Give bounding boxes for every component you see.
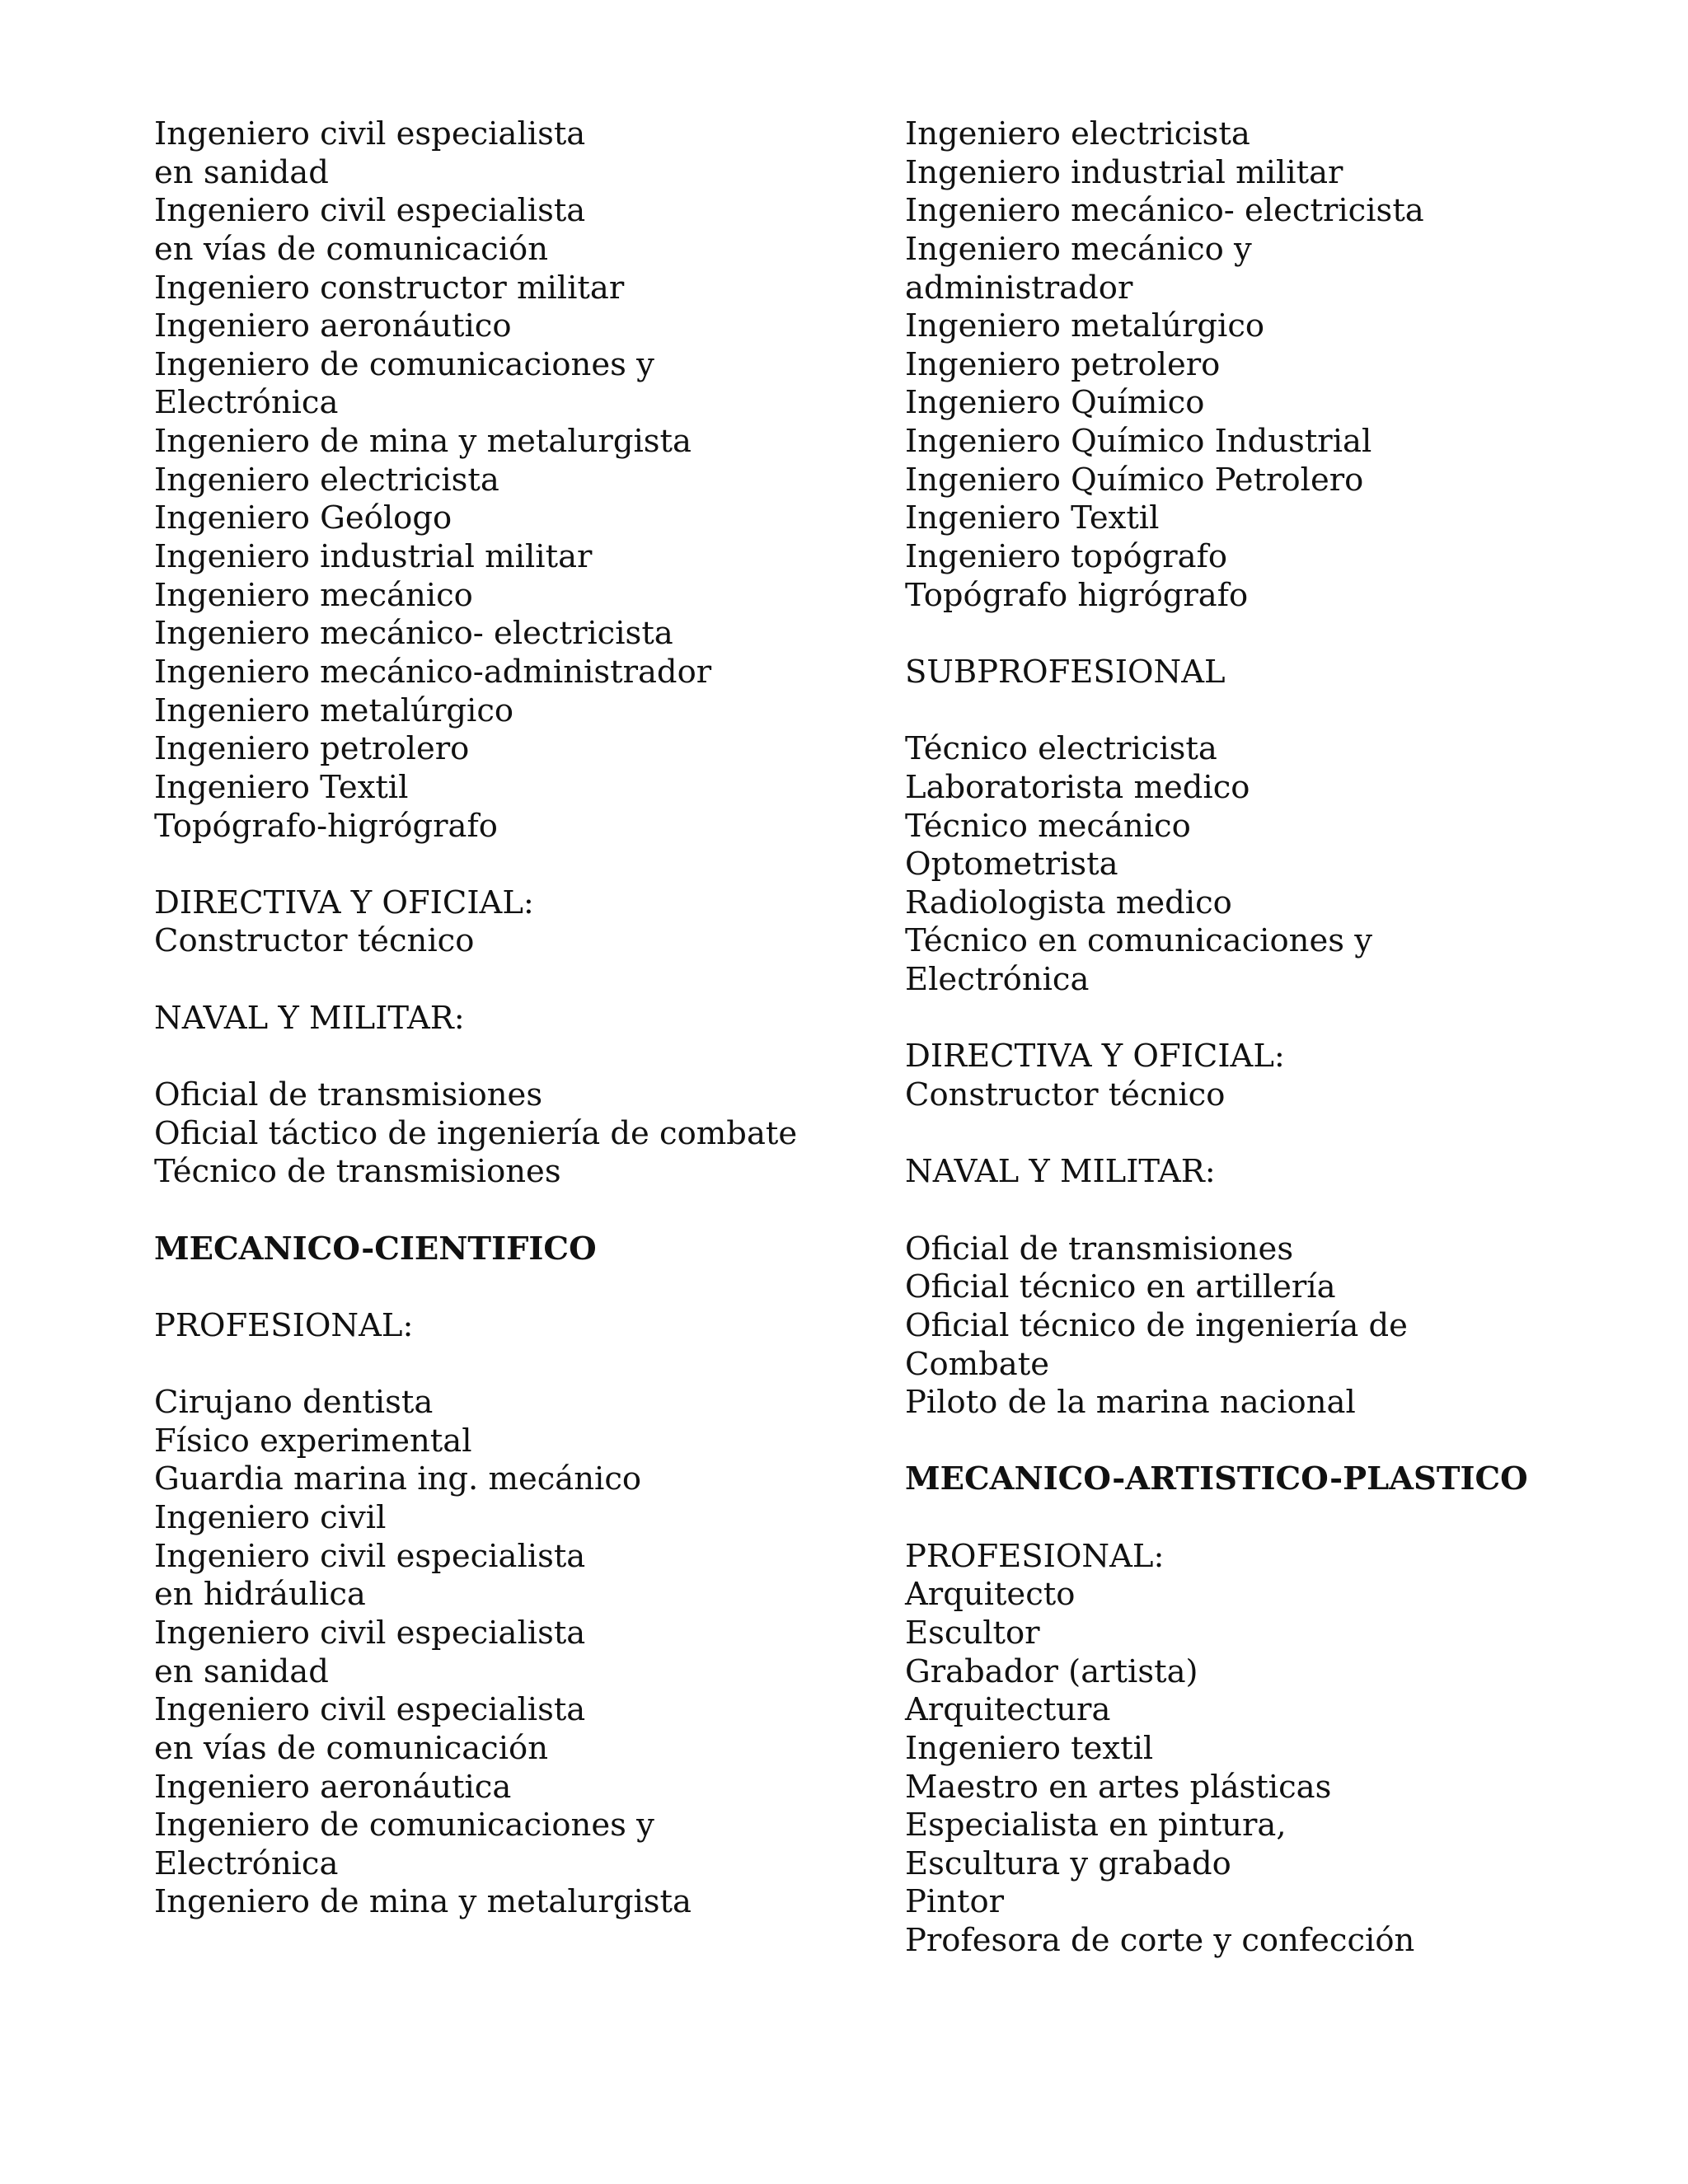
blank-line — [905, 1192, 1647, 1230]
list-item: Oficial técnico de ingeniería de — [905, 1306, 1408, 1344]
list-item: Guardia marina ing. mecánico — [154, 1460, 642, 1498]
list-item: Topógrafo-higrógrafo — [154, 807, 498, 845]
list-item: Ingeniero industrial militar — [905, 153, 1343, 191]
list-item: PROFESIONAL: — [154, 1306, 414, 1344]
list-item: Ingeniero Químico Industrial — [905, 423, 1372, 461]
list-item: Radiologista medico — [905, 883, 1232, 921]
list-item: Ingeniero mecánico- electricista — [905, 192, 1424, 230]
list-item: Escultor — [905, 1614, 1040, 1652]
list-item: Cirujano dentista — [154, 1384, 434, 1422]
blank-line — [154, 1038, 863, 1076]
list-item: Ingeniero de mina y metalurgista — [154, 423, 692, 461]
list-item: Ingeniero textil — [905, 1729, 1154, 1767]
blank-line — [905, 615, 1647, 654]
blank-line — [154, 846, 863, 884]
left-column — [154, 115, 863, 1922]
list-item: Ingeniero electricista — [154, 461, 499, 499]
list-item: PROFESIONAL: — [905, 1537, 1165, 1575]
list-item: Físico experimental — [154, 1422, 472, 1460]
list-item: NAVAL Y MILITAR: — [905, 1153, 1216, 1191]
list-item: DIRECTIVA Y OFICIAL: — [905, 1038, 1285, 1076]
list-item: Combate — [905, 1345, 1049, 1383]
list-item: Laboratorista medico — [905, 768, 1250, 806]
list-item: Especialista en pintura, — [905, 1807, 1287, 1844]
blank-line — [905, 1422, 1647, 1461]
list-item: Constructor técnico — [154, 922, 475, 960]
list-item: Ingeniero civil especialista — [154, 1537, 586, 1575]
list-item: Ingeniero metalúrgico — [905, 307, 1265, 345]
list-item: Ingeniero aeronáutica — [154, 1768, 512, 1806]
list-item: en vías de comunicación — [154, 1729, 549, 1767]
list-item: Ingeniero civil especialista — [154, 1614, 586, 1652]
list-item: Técnico en comunicaciones y — [905, 922, 1372, 960]
list-item: Técnico mecánico — [905, 807, 1191, 845]
list-item: Técnico de transmisiones — [154, 1153, 561, 1191]
list-item: Ingeniero civil especialista — [154, 115, 586, 152]
list-item: NAVAL Y MILITAR: — [154, 999, 465, 1037]
list-item: Ingeniero topógrafo — [905, 538, 1228, 576]
list-item: Piloto de la marina nacional — [905, 1384, 1356, 1422]
list-item: Electrónica — [905, 961, 1090, 999]
list-item: en sanidad — [154, 1652, 329, 1690]
blank-line — [154, 961, 863, 1000]
blank-line — [905, 1000, 1647, 1038]
blank-line — [154, 1346, 863, 1385]
list-item: Ingeniero civil — [154, 1499, 387, 1537]
list-item: Oficial técnico en artillería — [905, 1268, 1336, 1306]
list-item: en vías de comunicación — [154, 230, 549, 268]
list-item: DIRECTIVA Y OFICIAL: — [154, 883, 534, 921]
list-item: en sanidad — [154, 153, 329, 191]
list-item: Ingeniero de comunicaciones y — [154, 1807, 654, 1844]
list-item: Ingeniero Químico Petrolero — [905, 461, 1364, 499]
list-item: SUBPROFESIONAL — [905, 653, 1226, 691]
list-item: Arquitectura — [905, 1691, 1111, 1729]
right-column — [905, 115, 1647, 1961]
list-item: Ingeniero Textil — [905, 499, 1160, 537]
blank-line — [905, 692, 1647, 731]
list-item: Ingeniero aeronáutico — [154, 307, 512, 345]
list-item: Ingeniero petrolero — [154, 730, 470, 768]
list-item: Electrónica — [154, 384, 339, 422]
list-item: Ingeniero civil especialista — [154, 192, 586, 230]
list-item: Optometrista — [905, 846, 1118, 883]
list-item: Escultura y grabado — [905, 1844, 1231, 1882]
list-item: Ingeniero Químico — [905, 384, 1205, 422]
list-item: Oficial de transmisiones — [905, 1230, 1294, 1268]
blank-line — [154, 1268, 863, 1307]
list-item: Constructor técnico — [905, 1076, 1226, 1114]
list-item: administrador — [905, 269, 1133, 307]
list-item: Maestro en artes plásticas — [905, 1768, 1332, 1806]
section-heading: MECANICO-ARTISTICO-PLASTICO — [905, 1460, 1528, 1498]
list-item: Ingeniero petrolero — [905, 345, 1221, 383]
list-item: Ingeniero mecánico — [154, 576, 473, 614]
list-item: Ingeniero civil especialista — [154, 1691, 586, 1729]
list-item: Ingeniero de mina y metalurgista — [154, 1883, 692, 1921]
list-item: Ingeniero mecánico-administrador — [154, 653, 712, 691]
list-item: Arquitecto — [905, 1576, 1076, 1614]
list-item: en hidráulica — [154, 1576, 366, 1614]
list-item: Ingeniero industrial militar — [154, 538, 593, 576]
list-item: Ingeniero Textil — [154, 768, 409, 806]
list-item: Profesora de corte y confección — [905, 1922, 1415, 1960]
list-item: Electrónica — [154, 1844, 339, 1882]
blank-line — [905, 1115, 1647, 1154]
list-item: Pintor — [905, 1883, 1005, 1921]
list-item: Ingeniero mecánico- electricista — [154, 615, 673, 653]
blank-line — [905, 1499, 1647, 1538]
list-item: Ingeniero metalúrgico — [154, 691, 514, 729]
list-item: Ingeniero mecánico y — [905, 230, 1252, 268]
blank-line — [154, 1192, 863, 1230]
list-item: Ingeniero constructor militar — [154, 269, 625, 307]
list-item: Grabador (artista) — [905, 1652, 1198, 1690]
list-item: Técnico electricista — [905, 730, 1217, 768]
list-item: Ingeniero Geólogo — [154, 499, 452, 537]
section-heading: MECANICO-CIENTIFICO — [154, 1230, 597, 1268]
list-item: Ingeniero electricista — [905, 115, 1250, 152]
list-item: Oficial de transmisiones — [154, 1076, 543, 1114]
list-item: Ingeniero de comunicaciones y — [154, 345, 654, 383]
list-item: Oficial táctico de ingeniería de combate — [154, 1114, 798, 1152]
list-item: Topógrafo higrógrafo — [905, 576, 1249, 614]
